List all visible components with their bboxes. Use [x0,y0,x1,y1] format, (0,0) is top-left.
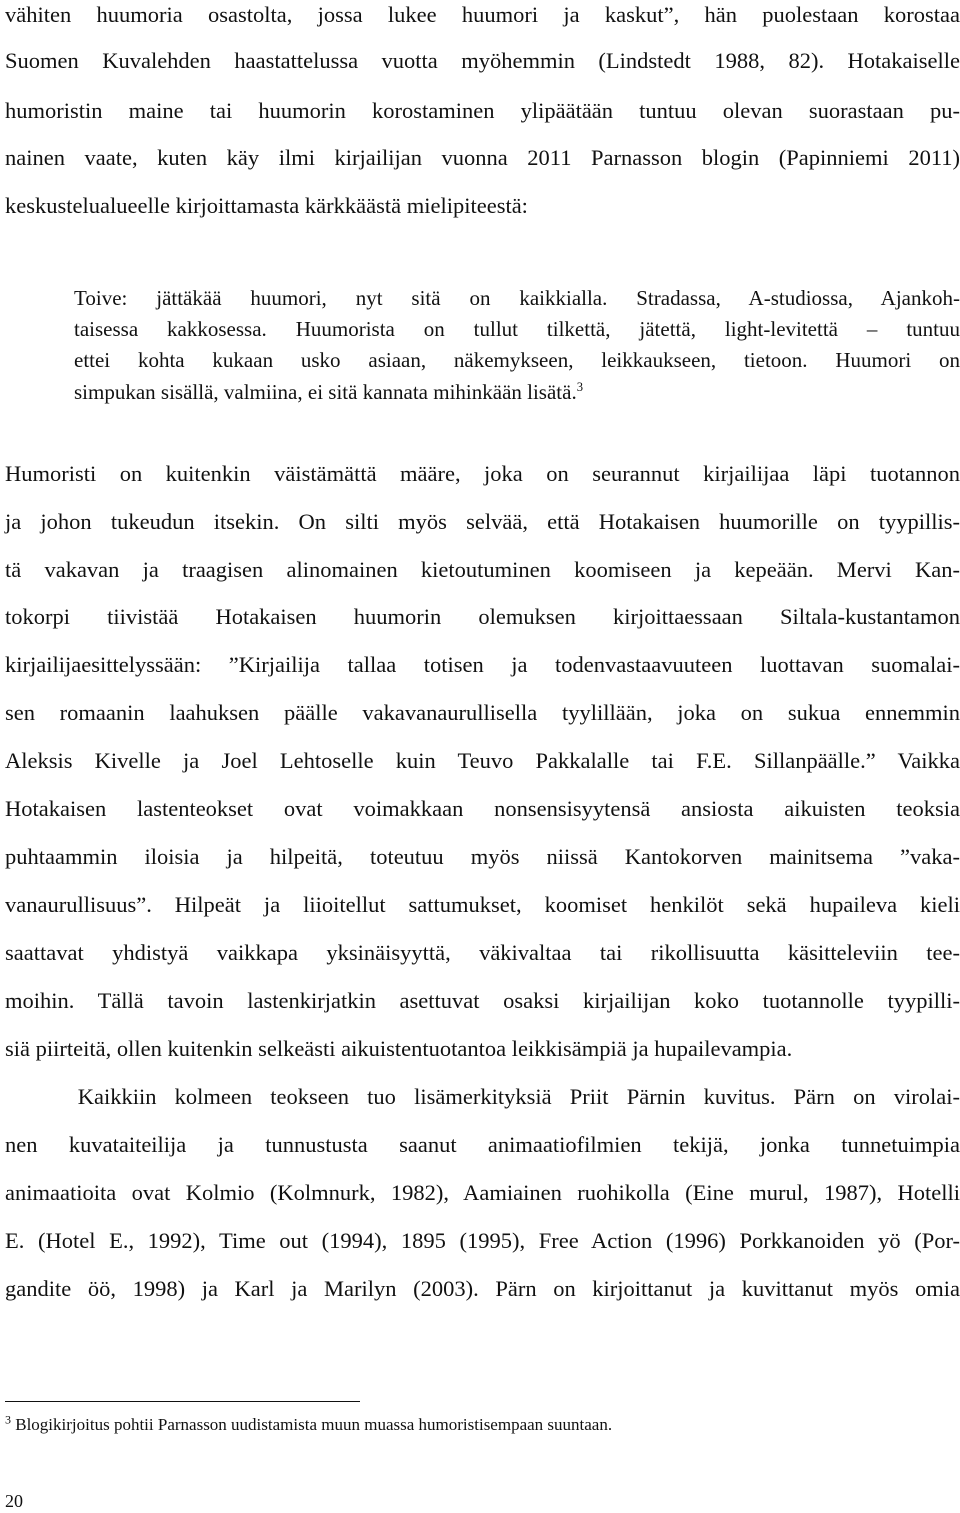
footnote-reference: 3 [576,380,584,394]
body-line: tokorpi tiivistää Hotakaisen huumorin olemuksen kirjoittaessaan Siltala-kustantamon [5,604,960,629]
body-line: Suomen Kuvalehden haastattelussa vuotta myöhemmin (Lindstedt 1988, 82). Hotakaiselle [5,48,960,73]
quote-line-last [74,379,960,405]
body-line: moihin. Tällä tavoin lastenkirjatkin asettuvat osaksi kirjailijan koko tuotannolle tyypilli- [5,988,960,1013]
body-line: Hotakaisen lastenteokset ovat voimakkaan nonsensisyytensä ansiosta aikuisten teoksia [5,796,960,821]
body-line: keskustelualueelle kirjoittamasta kärkkäästä mielipiteestä: [5,193,528,218]
body-line: ja johon tukeudun itsekin. On silti myös selvää, että Hotakaisen huumorille on tyypillis- [5,509,960,534]
body-line: puhtaammin iloisia ja hilpeitä, toteutuu myös niissä Kantokorven mainitsema ”vaka- [5,844,960,869]
footnote-mark: 3 [5,1412,11,1427]
body-line: Kaikkiin kolmeen teokseen tuo lisämerkityksiä Priit Pärnin kuvitus. Pärn on virolai- [5,1084,960,1109]
body-line: siä piirteitä, ollen kuitenkin selkeästi aikuistentuotantoa leikkisämpiä ja hupailevampia. [5,1036,793,1061]
body-line: E. (Hotel E., 1992), Time out (1994), 1895 (1995), Free Action (1996) Porkkanoiden yö (Por- [5,1228,960,1253]
body-line: tä vakavan ja traagisen alinomainen kietoutuminen koomiseen ja kepeään. Mervi Kan- [5,557,960,582]
page-number: 20 [5,1491,23,1511]
body-line: humoristin maine tai huumorin korostaminen ylipäätään tuntuu olevan suorastaan pu- [5,98,960,123]
body-line: Humoristi on kuitenkin väistämättä määre, joka on seurannut kirjailijaa läpi tuotannon [5,461,960,486]
body-line: nainen vaate, kuten käy ilmi kirjailijan vuonna 2011 Parnasson blogin (Papinniemi 2011) [5,145,960,170]
body-line: gandite öö, 1998) ja Karl ja Marilyn (2003). Pärn on kirjoittanut ja kuvittanut myös omia [5,1276,960,1301]
footnote-divider [5,1401,360,1402]
quote-line: ettei kohta kukaan usko asiaan, näkemykseen, leikkaukseen, tietoon. Huumori on [74,348,960,372]
body-line: nen kuvataiteilija ja tunnustusta saanut animaatiofilmien tekijä, jonka tunnetuimpia [5,1132,960,1157]
body-line: animaatioita ovat Kolmio (Kolmnurk, 1982), Aamiainen ruohikolla (Eine murul, 1987), Hotelli [5,1180,960,1205]
body-line: kirjailijaesittelyssään: ”Kirjailija tallaa totisen ja todenvastaavuuteen luottavan suomalai- [5,652,960,677]
body-line: vanaurullisuus”. Hilpeät ja liioitellut sattumukset, koomiset henkilöt sekä hupaileva kieli [5,892,960,917]
body-line: vähiten huumoria osastolta, jossa lukee huumori ja kaskut”, hän puolestaan korostaa [5,2,960,27]
quote-line: taisessa kakkosessa. Huumorista on tullut tilkettä, jätettä, light-levitettä – tuntuu [74,317,960,341]
body-line: sen romaanin laahuksen päälle vakavanaurullisella tyylillään, joka on sukua ennemmin [5,700,960,725]
body-line: saattavat yhdistyä vaikkapa yksinäisyyttä, väkivaltaa tai rikollisuutta käsitteleviin tee- [5,940,960,965]
body-line: Aleksis Kivelle ja Joel Lehtoselle kuin Teuvo Pakkalalle tai F.E. Sillanpäälle.” Vaikka [5,748,960,773]
footnote [5,1414,955,1436]
quote-line: Toive: jättäkää huumori, nyt sitä on kaikkialla. Stradassa, A-studiossa, Ajankoh- [74,286,960,310]
footnote-text: Blogikirjoitus pohtii Parnasson uudistamista muun muassa humoristisempaan suuntaan. [11,1415,613,1434]
quote-text: simpukan sisällä, valmiina, ei sitä kannata mihinkään lisätä. [74,380,577,404]
